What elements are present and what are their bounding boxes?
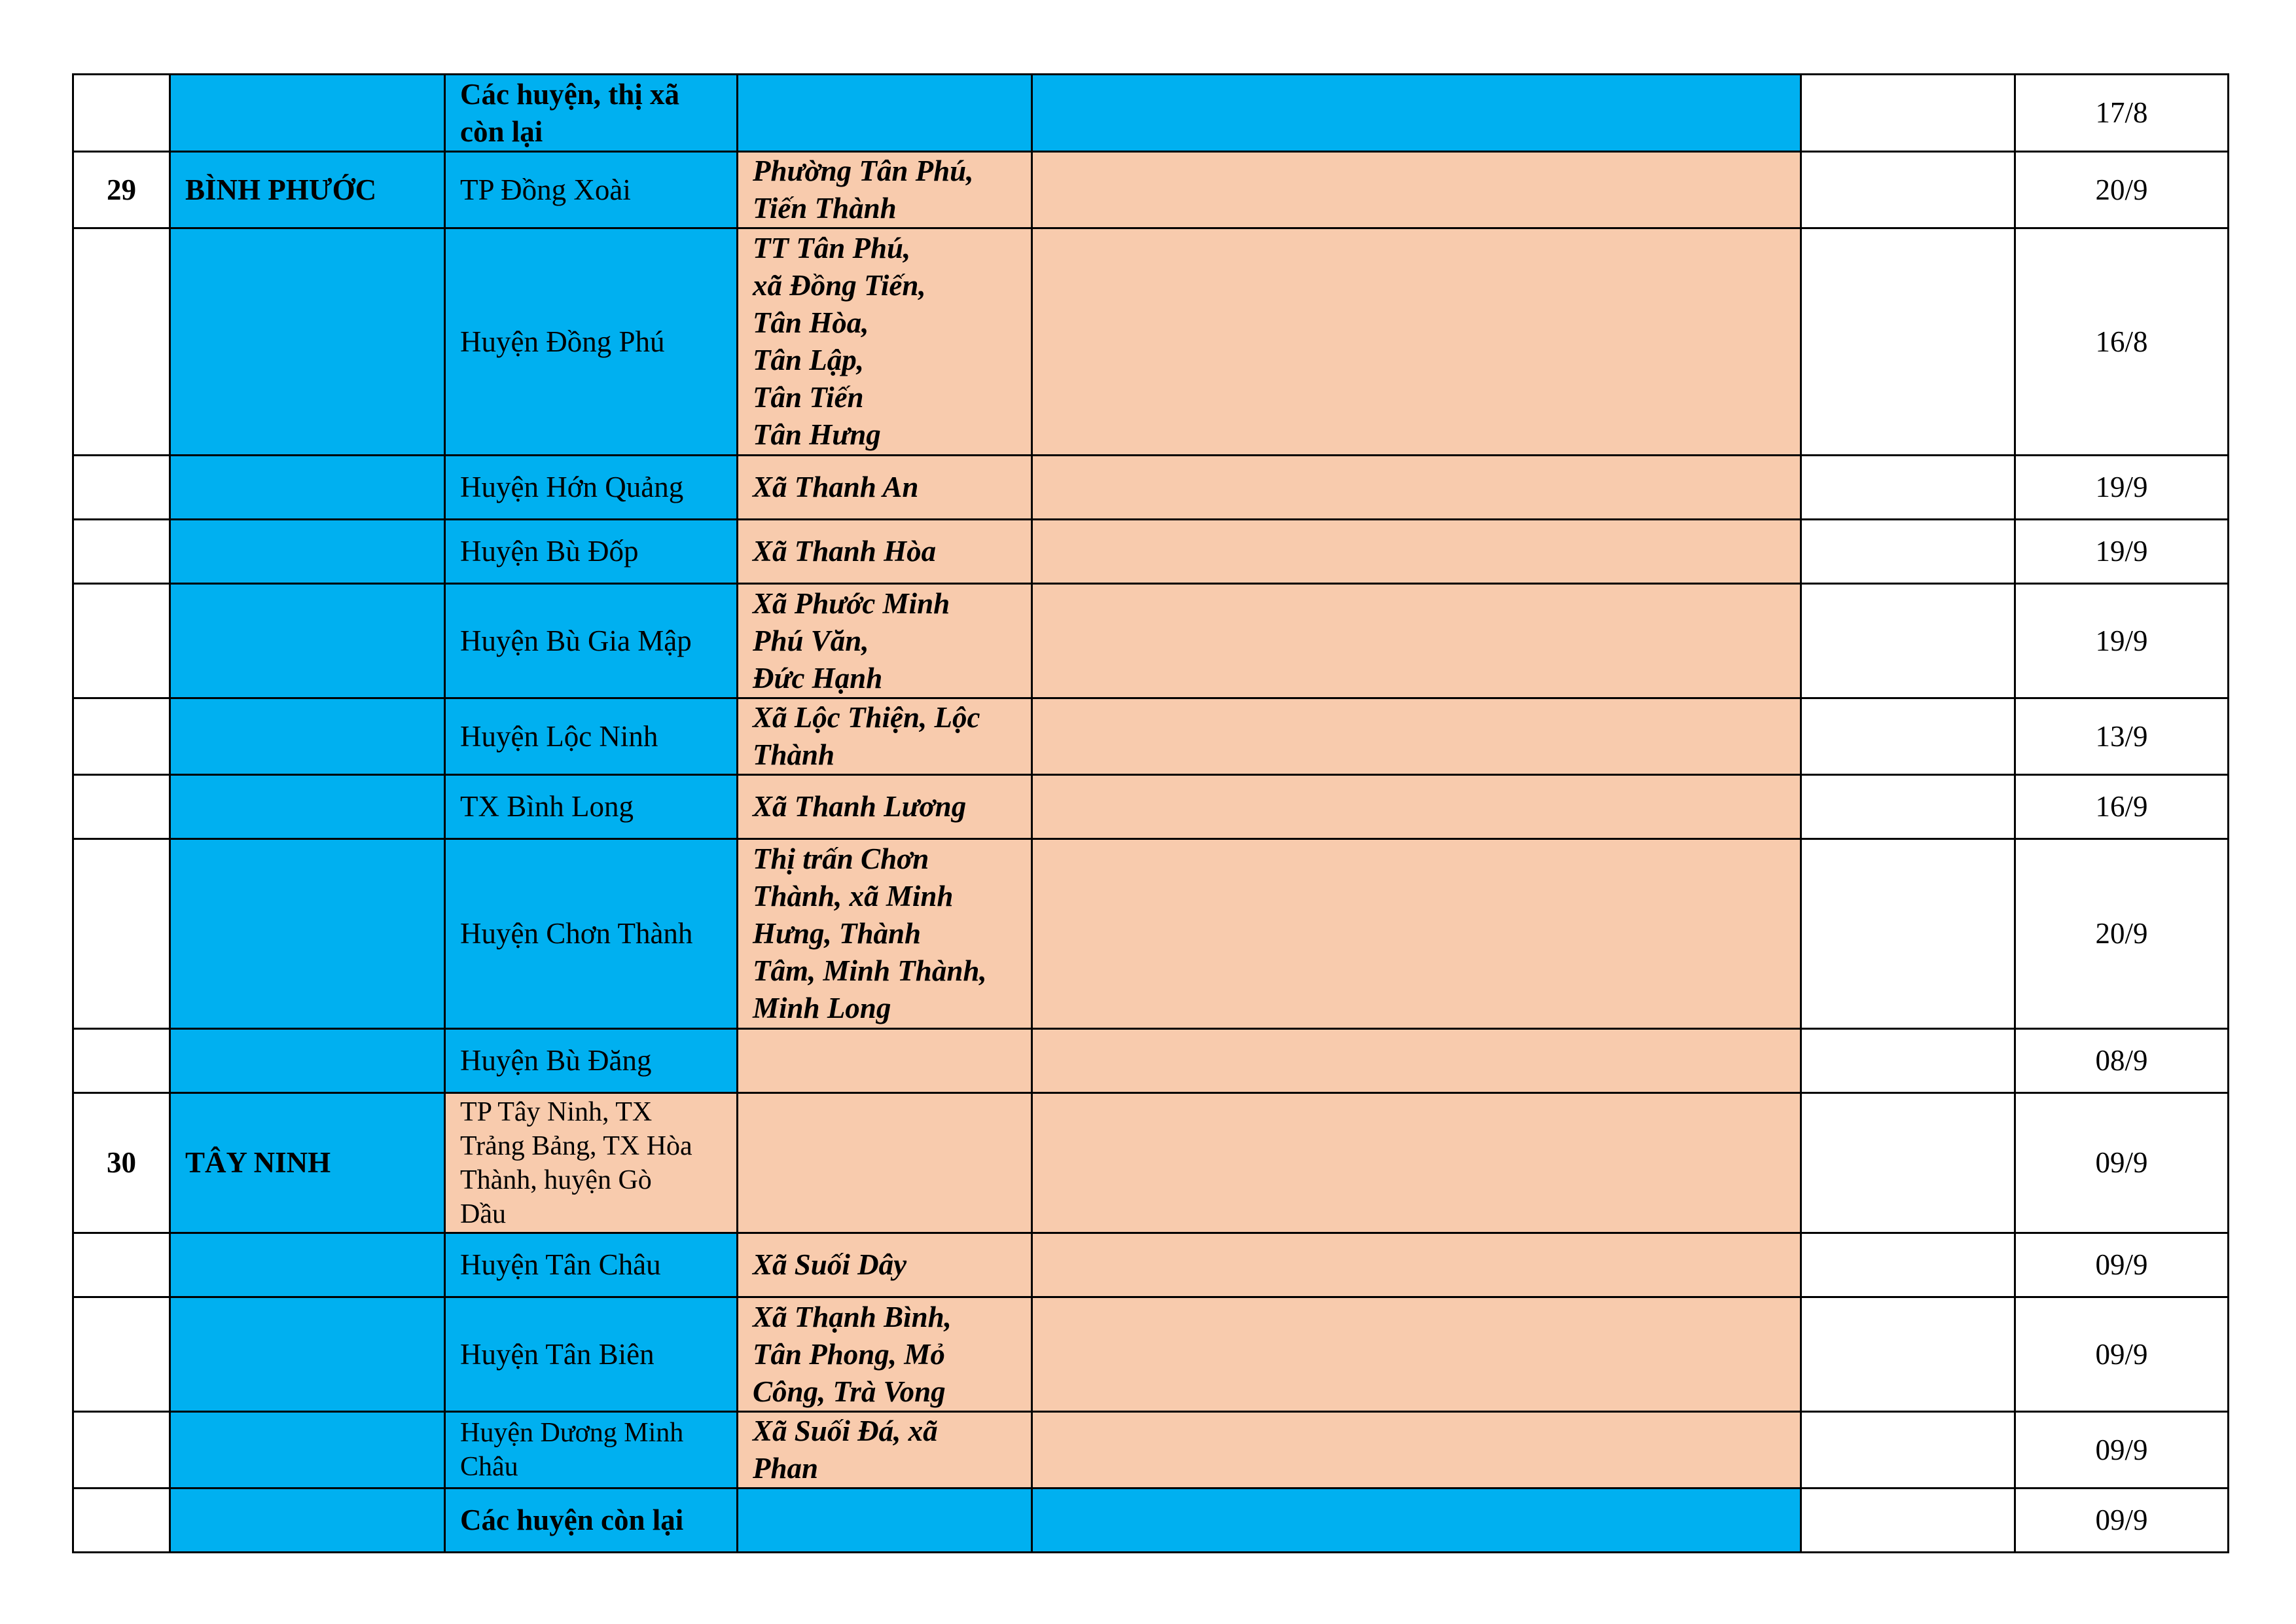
- stt-cell: [73, 520, 170, 584]
- table-row: [73, 698, 2229, 775]
- note-cell: [1032, 1233, 1801, 1297]
- stt-cell: [73, 584, 170, 698]
- district-cell: Huyện Bù Đăng: [445, 1029, 738, 1093]
- wards-cell: Xã Thanh Lương: [738, 775, 1032, 839]
- schedule-table: [72, 73, 2229, 1553]
- extra-cell: [1801, 775, 2015, 839]
- district-cell: Huyện Bù Gia Mập: [445, 584, 738, 698]
- note-cell: [1032, 228, 1801, 456]
- province-cell: [170, 1297, 445, 1412]
- table-row: [73, 775, 2229, 839]
- province-cell: [170, 584, 445, 698]
- stt-cell: [73, 839, 170, 1029]
- stt-cell: [73, 1233, 170, 1297]
- extra-cell: [1801, 1489, 2015, 1553]
- district-cell: Huyện Tân Biên: [445, 1297, 738, 1412]
- wards-cell: Xã Thanh An: [738, 456, 1032, 520]
- extra-cell: [1801, 698, 2015, 775]
- province-cell: [170, 228, 445, 456]
- date-cell: 09/9: [2015, 1093, 2229, 1233]
- wards-cell: Xã Thạnh Bình, Tân Phong, Mỏ Công, Trà Vong: [738, 1297, 1032, 1412]
- district-cell: TX Bình Long: [445, 775, 738, 839]
- note-cell: [1032, 75, 1801, 152]
- district-cell: Huyện Dương Minh Châu: [445, 1412, 738, 1489]
- table-row: [73, 839, 2229, 1029]
- wards-cell: Phường Tân Phú, Tiến Thành: [738, 152, 1032, 228]
- wards-cell: Xã Suối Dây: [738, 1233, 1032, 1297]
- note-cell: [1032, 839, 1801, 1029]
- table-row: [73, 152, 2229, 228]
- date-cell: 09/9: [2015, 1489, 2229, 1553]
- note-cell: [1032, 520, 1801, 584]
- note-cell: [1032, 1029, 1801, 1093]
- stt-cell: [73, 775, 170, 839]
- table-row: [73, 75, 2229, 152]
- extra-cell: [1801, 152, 2015, 228]
- wards-cell: [738, 1093, 1032, 1233]
- wards-cell: Xã Lộc Thiện, Lộc Thành: [738, 698, 1032, 775]
- stt-cell: [73, 75, 170, 152]
- extra-cell: [1801, 584, 2015, 698]
- stt-cell: [73, 228, 170, 456]
- extra-cell: [1801, 839, 2015, 1029]
- table-row: [73, 584, 2229, 698]
- province-cell: [170, 75, 445, 152]
- date-cell: 08/9: [2015, 1029, 2229, 1093]
- date-cell: 09/9: [2015, 1412, 2229, 1489]
- stt-cell: [73, 1412, 170, 1489]
- province-cell: [170, 520, 445, 584]
- note-cell: [1032, 698, 1801, 775]
- date-cell: 19/9: [2015, 520, 2229, 584]
- table-row: [73, 1297, 2229, 1412]
- wards-cell: [738, 75, 1032, 152]
- district-cell: TP Tây Ninh, TX Trảng Bảng, TX Hòa Thành, huyện Gò Dầu: [445, 1093, 738, 1233]
- province-cell: [170, 1489, 445, 1553]
- note-cell: [1032, 775, 1801, 839]
- table-row: [73, 1029, 2229, 1093]
- wards-cell: Thị trấn Chơn Thành, xã Minh Hưng, Thành Tâm, Minh Thành, Minh Long: [738, 839, 1032, 1029]
- district-cell: Huyện Hớn Quảng: [445, 456, 738, 520]
- note-cell: [1032, 1489, 1801, 1553]
- stt-cell: 29: [73, 152, 170, 228]
- date-cell: 09/9: [2015, 1297, 2229, 1412]
- date-cell: 16/9: [2015, 775, 2229, 839]
- stt-cell: [73, 1029, 170, 1093]
- extra-cell: [1801, 75, 2015, 152]
- note-cell: [1032, 1093, 1801, 1233]
- stt-cell: [73, 698, 170, 775]
- wards-cell: Xã Thanh Hòa: [738, 520, 1032, 584]
- wards-cell: [738, 1489, 1032, 1553]
- province-cell: [170, 456, 445, 520]
- province-cell: [170, 1233, 445, 1297]
- date-cell: 20/9: [2015, 152, 2229, 228]
- date-cell: 13/9: [2015, 698, 2229, 775]
- province-cell: [170, 698, 445, 775]
- district-cell: Huyện Chơn Thành: [445, 839, 738, 1029]
- note-cell: [1032, 584, 1801, 698]
- province-cell: [170, 775, 445, 839]
- table-row: [73, 228, 2229, 456]
- stt-cell: [73, 456, 170, 520]
- extra-cell: [1801, 1233, 2015, 1297]
- table-body: [73, 75, 2229, 1553]
- table-row: [73, 520, 2229, 584]
- stt-cell: [73, 1489, 170, 1553]
- extra-cell: [1801, 1412, 2015, 1489]
- district-cell: Huyện Đồng Phú: [445, 228, 738, 456]
- district-cell: TP Đồng Xoài: [445, 152, 738, 228]
- extra-cell: [1801, 1297, 2015, 1412]
- note-cell: [1032, 1412, 1801, 1489]
- district-cell: Các huyện, thị xã còn lại: [445, 75, 738, 152]
- province-cell: [170, 1029, 445, 1093]
- date-cell: 20/9: [2015, 839, 2229, 1029]
- province-cell: [170, 839, 445, 1029]
- stt-cell: 30: [73, 1093, 170, 1233]
- wards-cell: [738, 1029, 1032, 1093]
- extra-cell: [1801, 228, 2015, 456]
- date-cell: 19/9: [2015, 456, 2229, 520]
- extra-cell: [1801, 456, 2015, 520]
- date-cell: 17/8: [2015, 75, 2229, 152]
- table-row: [73, 1093, 2229, 1233]
- province-cell: [170, 1412, 445, 1489]
- date-cell: 09/9: [2015, 1233, 2229, 1297]
- note-cell: [1032, 152, 1801, 228]
- note-cell: [1032, 1297, 1801, 1412]
- extra-cell: [1801, 520, 2015, 584]
- district-cell: Huyện Tân Châu: [445, 1233, 738, 1297]
- extra-cell: [1801, 1093, 2015, 1233]
- province-cell: BÌNH PHƯỚC: [170, 152, 445, 228]
- district-cell: Huyện Lộc Ninh: [445, 698, 738, 775]
- wards-cell: Xã Phước Minh Phú Văn, Đức Hạnh: [738, 584, 1032, 698]
- table-row: [73, 1412, 2229, 1489]
- district-cell: Các huyện còn lại: [445, 1489, 738, 1553]
- date-cell: 19/9: [2015, 584, 2229, 698]
- table-row: [73, 1489, 2229, 1553]
- note-cell: [1032, 456, 1801, 520]
- table-row: [73, 1233, 2229, 1297]
- district-cell: Huyện Bù Đốp: [445, 520, 738, 584]
- wards-cell: Xã Suối Đá, xã Phan: [738, 1412, 1032, 1489]
- wards-cell: TT Tân Phú, xã Đồng Tiến, Tân Hòa, Tân Lập, Tân Tiến Tân Hưng: [738, 228, 1032, 456]
- stt-cell: [73, 1297, 170, 1412]
- table-row: [73, 456, 2229, 520]
- province-cell: TÂY NINH: [170, 1093, 445, 1233]
- extra-cell: [1801, 1029, 2015, 1093]
- date-cell: 16/8: [2015, 228, 2229, 456]
